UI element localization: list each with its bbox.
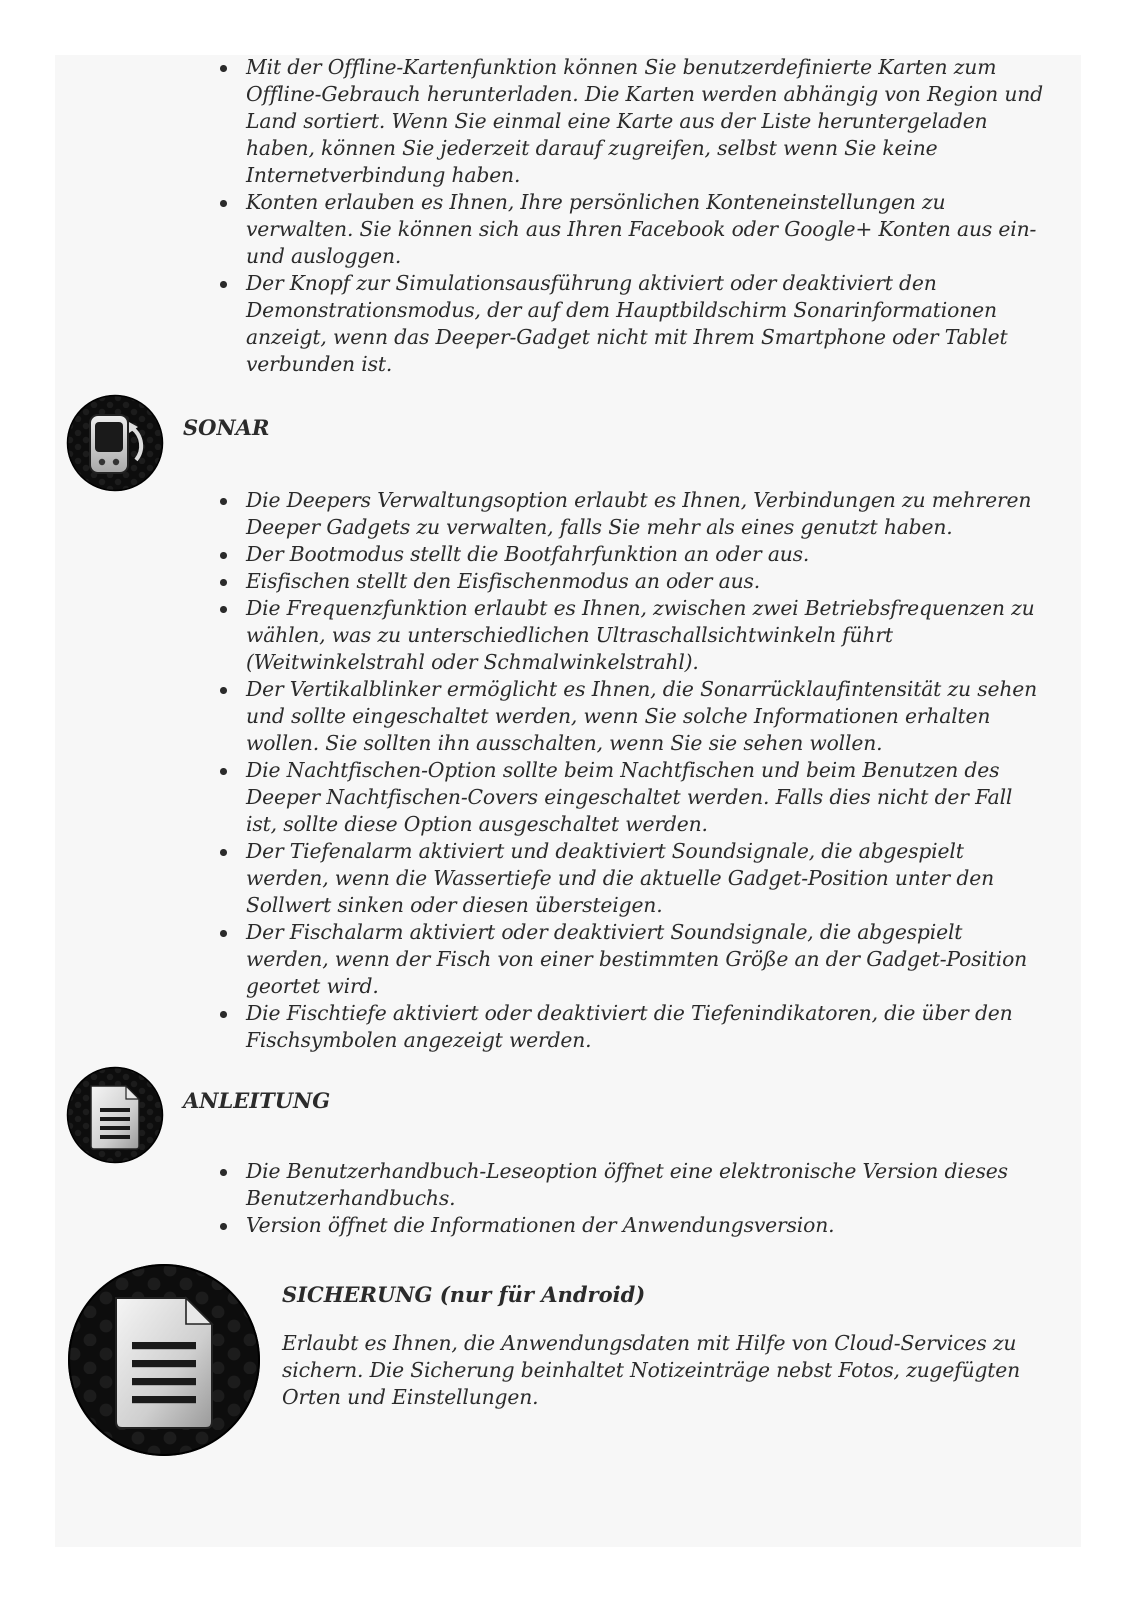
list-item: Der Bootmodus stellt die Bootfahrfunktion an oder aus.	[217, 541, 1047, 568]
list-item: Der Vertikalblinker ermöglicht es Ihnen, die Sonarrücklaufintensität zu sehen und sollte eingeschaltet werden, wenn Sie solche Informationen erhalten wollen. Sie sollten ihn ausschalten, wenn Sie sie sehen wollen.	[217, 676, 1047, 757]
list-item: Konten erlauben es Ihnen, Ihre persönlichen Konteneinstellungen zu verwalten. Sie können sich aus Ihren Facebook oder Google+ Konten aus ein- und ausloggen.	[217, 189, 1047, 270]
list-item: Die Fischtiefe aktiviert oder deaktiviert die Tiefenindikatoren, die über den Fischsymbolen angezeigt werden.	[217, 1000, 1047, 1054]
document-icon	[66, 1066, 164, 1168]
list-item: Mit der Offline-Kartenfunktion können Sie benutzerdefinierte Karten zum Offline-Gebrauch herunterladen. Die Karten werden abhängig von Region und Land sortiert. Wenn Sie einmal eine Karte aus der Liste heruntergeladen haben, können Sie jederzeit darauf zugreifen, selbst wenn Sie keine Internetverbindung haben.	[217, 54, 1047, 189]
list-item: Die Deepers Verwaltungsoption erlaubt es Ihnen, Verbindungen zu mehreren Deeper Gadgets zu verwalten, falls Sie mehr als eines genutzt haben.	[217, 487, 1047, 541]
sonar-list	[217, 487, 1047, 1054]
list-item: Der Tiefenalarm aktiviert und deaktiviert Soundsignale, die abgespielt werden, wenn die Wassertiefe und die aktuelle Gadget-Position unter den Sollwert sinken oder diesen übersteigen.	[217, 838, 1047, 919]
list-item: Der Fischalarm aktiviert oder deaktiviert Soundsignale, die abgespielt werden, wenn der Fisch von einer bestimmten Größe an der Gadget-Position geortet wird.	[217, 919, 1047, 1000]
list-item: Der Knopf zur Simulationsausführung aktiviert oder deaktiviert den Demonstrationsmodus, der auf dem Hauptbildschirm Sonarinformationen anzeigt, wenn das Deeper-Gadget nicht mit Ihrem Smartphone oder Tablet verbunden ist.	[217, 270, 1047, 378]
list-item: Version öffnet die Informationen der Anwendungsversion.	[217, 1212, 1047, 1239]
intro-section	[217, 54, 1047, 378]
sicherung-text: Erlaubt es Ihnen, die Anwendungsdaten mit Hilfe von Cloud-Services zu sichern. Die Sicherung beinhaltet Notizeinträge nebst Fotos, zugefügten Orten und Einstellungen.	[282, 1331, 1021, 1409]
list-item: Die Nachtfischen-Option sollte beim Nachtfischen und beim Benutzen des Deeper Nachtfischen-Covers eingeschaltet werden. Falls dies nicht der Fall ist, sollte diese Option ausgeschaltet werden.	[217, 757, 1047, 838]
sonar-section	[217, 487, 1047, 1054]
document-icon	[66, 1262, 262, 1462]
anleitung-list	[217, 1158, 1047, 1239]
anleitung-heading: ANLEITUNG	[183, 1088, 331, 1113]
phone-rotate-icon	[66, 394, 164, 496]
list-item: Die Frequenzfunktion erlaubt es Ihnen, zwischen zwei Betriebsfrequenzen zu wählen, was zu unterschiedlichen Ultraschallsichtwinkeln führt (Weitwinkelstrahl oder Schmalwinkelstrahl).	[217, 595, 1047, 676]
sonar-heading: SONAR	[183, 415, 270, 440]
intro-list	[217, 54, 1047, 378]
anleitung-section	[217, 1158, 1047, 1239]
list-item: Die Benutzerhandbuch-Leseoption öffnet eine elektronische Version dieses Benutzerhandbuchs.	[217, 1158, 1047, 1212]
list-item: Eisfischen stellt den Eisfischenmodus an oder aus.	[217, 568, 1047, 595]
sicherung-heading: SICHERUNG (nur für Android)	[282, 1282, 646, 1307]
